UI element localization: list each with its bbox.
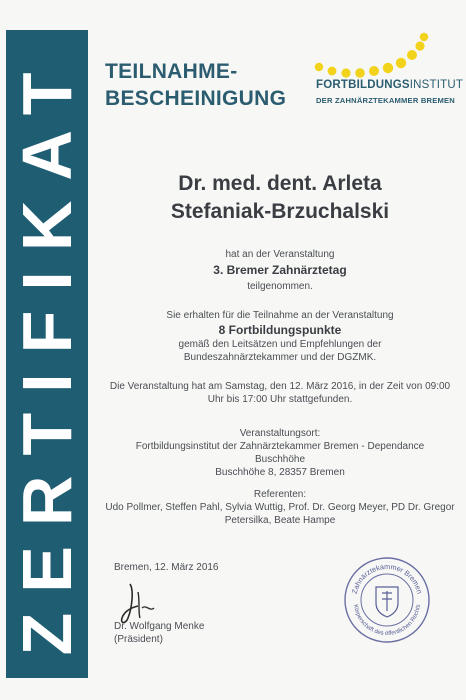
speakers-line-2: Petersilka, Beate Hampe xyxy=(224,515,336,526)
institute-logo xyxy=(313,30,463,110)
logo-dots-icon xyxy=(313,30,463,80)
seal-top-text: Zahnärztekammer Bremen xyxy=(349,561,425,595)
event-outro: teilgenommen. xyxy=(247,281,313,292)
side-label: ZERTIFIKAT xyxy=(8,52,86,656)
seal-bottom-text: Körperschaft des öffentlichen Rechts xyxy=(352,604,422,638)
schedule-line-2: Uhr bis 17:00 Uhr stattgefunden. xyxy=(207,394,353,405)
official-seal-icon xyxy=(342,555,432,645)
signature-place-date: Bremen, 12. März 2016 xyxy=(114,562,219,573)
speakers-label: Referenten: xyxy=(253,489,307,500)
logo-name-part-1: FORTBILDUNGS xyxy=(316,79,410,91)
logo-name-part-2: INSTITUT xyxy=(409,79,464,91)
schedule-line-1: Die Veranstaltung hat am Samstag, den 12. März 2016, in der Zeit von 09:00 xyxy=(109,381,451,392)
points-intro: Sie erhalten für die Teilnahme an der Veranstaltung xyxy=(166,310,394,321)
schedule-block xyxy=(94,380,466,406)
points-guideline-1: gemäß den Leitsätzen und Empfehlungen der xyxy=(178,339,382,350)
venue-label: Veranstaltungsort: xyxy=(239,428,321,439)
points-guideline-2: Bundeszahnärztekammer und der DGZMK. xyxy=(183,352,377,363)
points-block xyxy=(94,309,466,364)
venue-line-3: Buschhöhe 8, 28357 Bremen xyxy=(215,467,345,478)
venue-line-1: Fortbildungsinstitut der Zahnärztekammer Bremen - Dependance xyxy=(135,441,425,452)
event-intro: hat an der Veranstaltung xyxy=(225,249,335,260)
certificate-title xyxy=(105,58,286,112)
points-value: 8 Fortbildungspunkte xyxy=(218,323,342,337)
logo-subtitle: DER ZAHNÄRZTEKAMMER BREMEN xyxy=(316,96,455,105)
signatory-name: Dr. Wolfgang Menke xyxy=(114,621,205,632)
signatory-role: (Präsident) xyxy=(114,634,163,645)
venue-block xyxy=(94,427,466,479)
logo-name xyxy=(316,79,463,91)
recipient-name-line-2: Stefaniak-Brzuchalski xyxy=(170,200,390,223)
title-line-2: BESCHEINIGUNG xyxy=(105,87,287,110)
signatory xyxy=(114,620,204,646)
recipient-name-line-1: Dr. med. dent. Arleta xyxy=(178,172,382,195)
speakers-block xyxy=(94,488,466,527)
recipient-name xyxy=(94,170,466,226)
speakers-line-1: Udo Pollmer, Steffen Pahl, Sylvia Wuttig, Prof. Dr. Georg Meyer, PD Dr. Gregor xyxy=(105,502,455,513)
title-line-1: TEILNAHME- xyxy=(105,60,238,83)
event-name: 3. Bremer Zahnärztetag xyxy=(213,263,347,277)
event-block xyxy=(94,248,466,293)
venue-line-2: Buschhöhe xyxy=(254,454,306,465)
